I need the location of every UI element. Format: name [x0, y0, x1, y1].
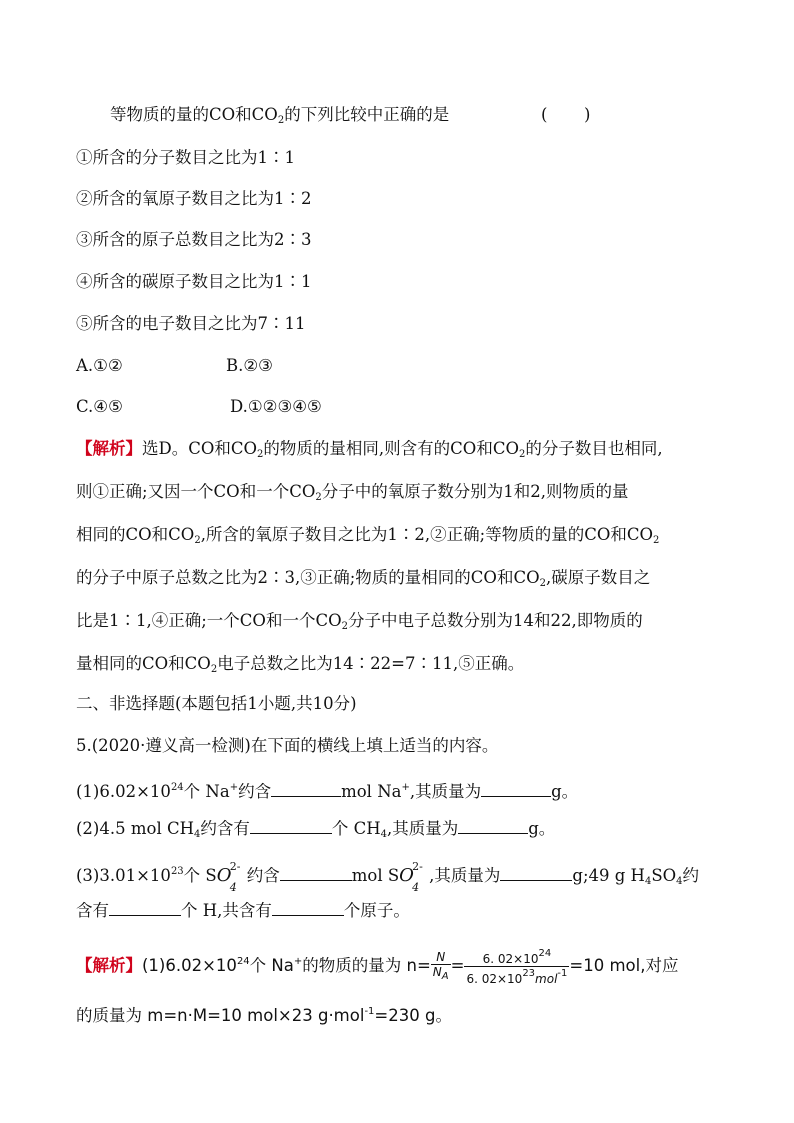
fraction-numerator: N — [431, 950, 451, 965]
q5-text: g;49 g H — [572, 866, 645, 885]
q5-part-2 — [76, 817, 555, 846]
subscript: 2 — [315, 492, 322, 503]
fraction-n-over-na — [431, 950, 451, 984]
options-row-1 — [76, 355, 273, 377]
analysis-text: 量相同的CO和CO — [76, 654, 211, 673]
ion-base: O — [399, 865, 414, 886]
subscript: 2 — [257, 449, 264, 460]
analysis-line-4 — [76, 567, 650, 595]
analysis-text: 分子中的氧原子数分别为1和2,则物质的量 — [321, 482, 629, 501]
superscript: 24 — [170, 782, 184, 793]
q5-text: 约含 — [238, 782, 272, 801]
bracket-open: ( — [541, 105, 548, 124]
analysis-text: 的物质的量为 n= — [302, 956, 431, 975]
analysis-text: 相同的CO和CO — [76, 525, 195, 544]
q5-text: SO — [651, 866, 677, 885]
fraction-value — [464, 947, 569, 986]
stem-text-a: 等物质的量的CO和CO — [110, 105, 278, 124]
superscript: -1 — [557, 968, 568, 979]
option-a: A.①② — [76, 356, 123, 375]
subscript: 4 — [193, 829, 201, 840]
ion-subscript: 4 — [412, 881, 420, 894]
q5-text: 含有 — [76, 901, 109, 920]
superscript: 23 — [170, 866, 184, 877]
subscript: 4 — [644, 876, 652, 887]
analysis-text: 比是1∶1,④正确;一个CO和一个CO — [76, 611, 342, 630]
q5-text: ,其质量为 — [387, 819, 459, 838]
analysis2-line-1 — [76, 947, 678, 986]
superscript: + — [293, 956, 303, 967]
option-d: D.①②③④⑤ — [230, 397, 322, 416]
analysis-text: 分子中电子总数分别为14和22,即物质的 — [347, 611, 643, 630]
ion-charge: 2- — [412, 860, 423, 873]
analysis-line-2 — [76, 481, 629, 509]
answer-blank[interactable] — [272, 899, 344, 916]
fraction-numerator: 6. 02×10 — [482, 952, 539, 966]
analysis2-line-2 — [76, 1001, 452, 1027]
superscript: 23 — [522, 968, 536, 979]
answer-blank[interactable] — [250, 817, 332, 834]
analysis-text: 则①正确;又因一个CO和一个CO — [76, 482, 316, 501]
q5-text: 个 H,共含有 — [181, 901, 272, 920]
superscript: + — [229, 782, 239, 793]
subscript: A — [441, 970, 449, 982]
statement-2: ②所含的氧原子数目之比为1∶2 — [76, 189, 312, 208]
q5-text: ,其质量为 — [409, 782, 482, 801]
equals-sign: = — [450, 956, 465, 975]
q5-text: 个原子。 — [343, 901, 410, 920]
analysis-tag: 【解析】 — [76, 439, 142, 458]
answer-blank[interactable] — [271, 780, 341, 797]
ion-subscript: 4 — [229, 881, 237, 894]
analysis-text: 的质量为 m=n·M=10 mol×23 g·mol — [76, 1006, 365, 1025]
statement-1: ①所含的分子数目之比为1∶1 — [76, 148, 295, 167]
ion-charge: 2- — [229, 860, 241, 873]
analysis-text: ,所含的氧原子数目之比为1∶2,②正确;等物质的量的CO和CO — [200, 525, 654, 544]
q5-text: 个 CH — [331, 819, 381, 838]
answer-blank[interactable] — [500, 864, 572, 881]
superscript: 24 — [236, 956, 250, 967]
answer-blank[interactable] — [280, 864, 352, 881]
q5-text: ,其质量为 — [429, 866, 501, 885]
q5-text: mol Na — [341, 782, 402, 801]
superscript: 24 — [538, 948, 552, 959]
q5-text: 约含有 — [200, 819, 250, 838]
analysis-text: 电子总数之比为14∶22=7∶11,⑤正确。 — [217, 654, 525, 673]
q5-text: 约含 — [246, 866, 280, 885]
ion-base: O — [216, 865, 232, 886]
analysis-text: (1)6.02×10 — [142, 956, 237, 975]
answer-blank[interactable] — [109, 899, 181, 916]
q5-part-3-cont — [76, 899, 410, 922]
analysis-text: 选D。CO和CO — [142, 439, 258, 458]
statement-4: ④所含的碳原子数目之比为1∶1 — [76, 272, 312, 291]
analysis-line-6 — [76, 653, 524, 681]
q5-text: g。 — [528, 819, 556, 838]
analysis-tag: 【解析】 — [76, 956, 142, 975]
answer-blank[interactable] — [481, 780, 551, 797]
subscript: 2 — [210, 664, 218, 675]
q5-part-3 — [76, 861, 699, 893]
q5-text: 个 Na — [183, 782, 230, 801]
analysis-text: 的分子中原子总数之比为2∶3,③正确;物质的量相同的CO和CO — [76, 568, 540, 587]
q5-part-1 — [76, 777, 578, 803]
subscript: 2 — [341, 621, 348, 632]
q5-text: 个 S — [183, 866, 217, 885]
analysis-text: 的分子数目也相同, — [525, 439, 663, 458]
subscript: 2 — [539, 578, 546, 589]
q5-text: mol S — [351, 866, 400, 885]
analysis-text: ,碳原子数目之 — [545, 568, 651, 587]
subscript: 4 — [380, 829, 387, 840]
option-c: C.④⑤ — [76, 397, 123, 416]
stem-text-b: 的下列比较中正确的是 — [284, 105, 450, 124]
q5-text: 约 — [682, 866, 700, 885]
analysis-text: =10 mol,对应 — [569, 956, 679, 975]
q5-text: (3)3.01×10 — [76, 866, 171, 885]
q5-title: 5.(2020·遵义高一检测)在下面的横线上填上适当的内容。 — [76, 736, 499, 755]
sulfate-ion — [399, 860, 429, 894]
fraction-denominator: N — [432, 964, 442, 979]
analysis-line-3 — [76, 524, 659, 552]
subscript: 2 — [653, 535, 660, 546]
q5-text: (1)6.02×10 — [76, 782, 171, 801]
section-title: 二、非选择题(本题包括1小题,共10分) — [76, 694, 357, 713]
bracket-close: ) — [584, 105, 591, 124]
sulfate-ion — [216, 860, 247, 894]
question-stem — [110, 104, 449, 132]
analysis-text: 个 Na — [249, 956, 294, 975]
statement-3: ③所含的原子总数目之比为2∶3 — [76, 230, 312, 249]
q5-text: (2)4.5 mol CH — [76, 819, 194, 838]
subscript: 2 — [194, 535, 201, 546]
answer-blank[interactable] — [458, 817, 528, 834]
superscript: -1 — [364, 1006, 375, 1017]
superscript: + — [401, 782, 410, 793]
unit: mol — [535, 972, 558, 986]
option-b: B.②③ — [226, 356, 273, 375]
analysis-text: 的物质的量相同,则含有的CO和CO — [263, 439, 519, 458]
analysis-line-5 — [76, 610, 643, 638]
fraction-denominator: 6. 02×10 — [466, 972, 523, 986]
stem-subscript: 2 — [277, 115, 285, 126]
options-row-2 — [76, 396, 322, 418]
q5-text: g。 — [551, 782, 579, 801]
analysis-line-1 — [76, 438, 663, 466]
statement-5: ⑤所含的电子数目之比为7∶11 — [76, 314, 306, 333]
subscript: 4 — [676, 876, 683, 887]
analysis-text: =230 g。 — [374, 1006, 452, 1025]
subscript: 2 — [518, 449, 526, 460]
